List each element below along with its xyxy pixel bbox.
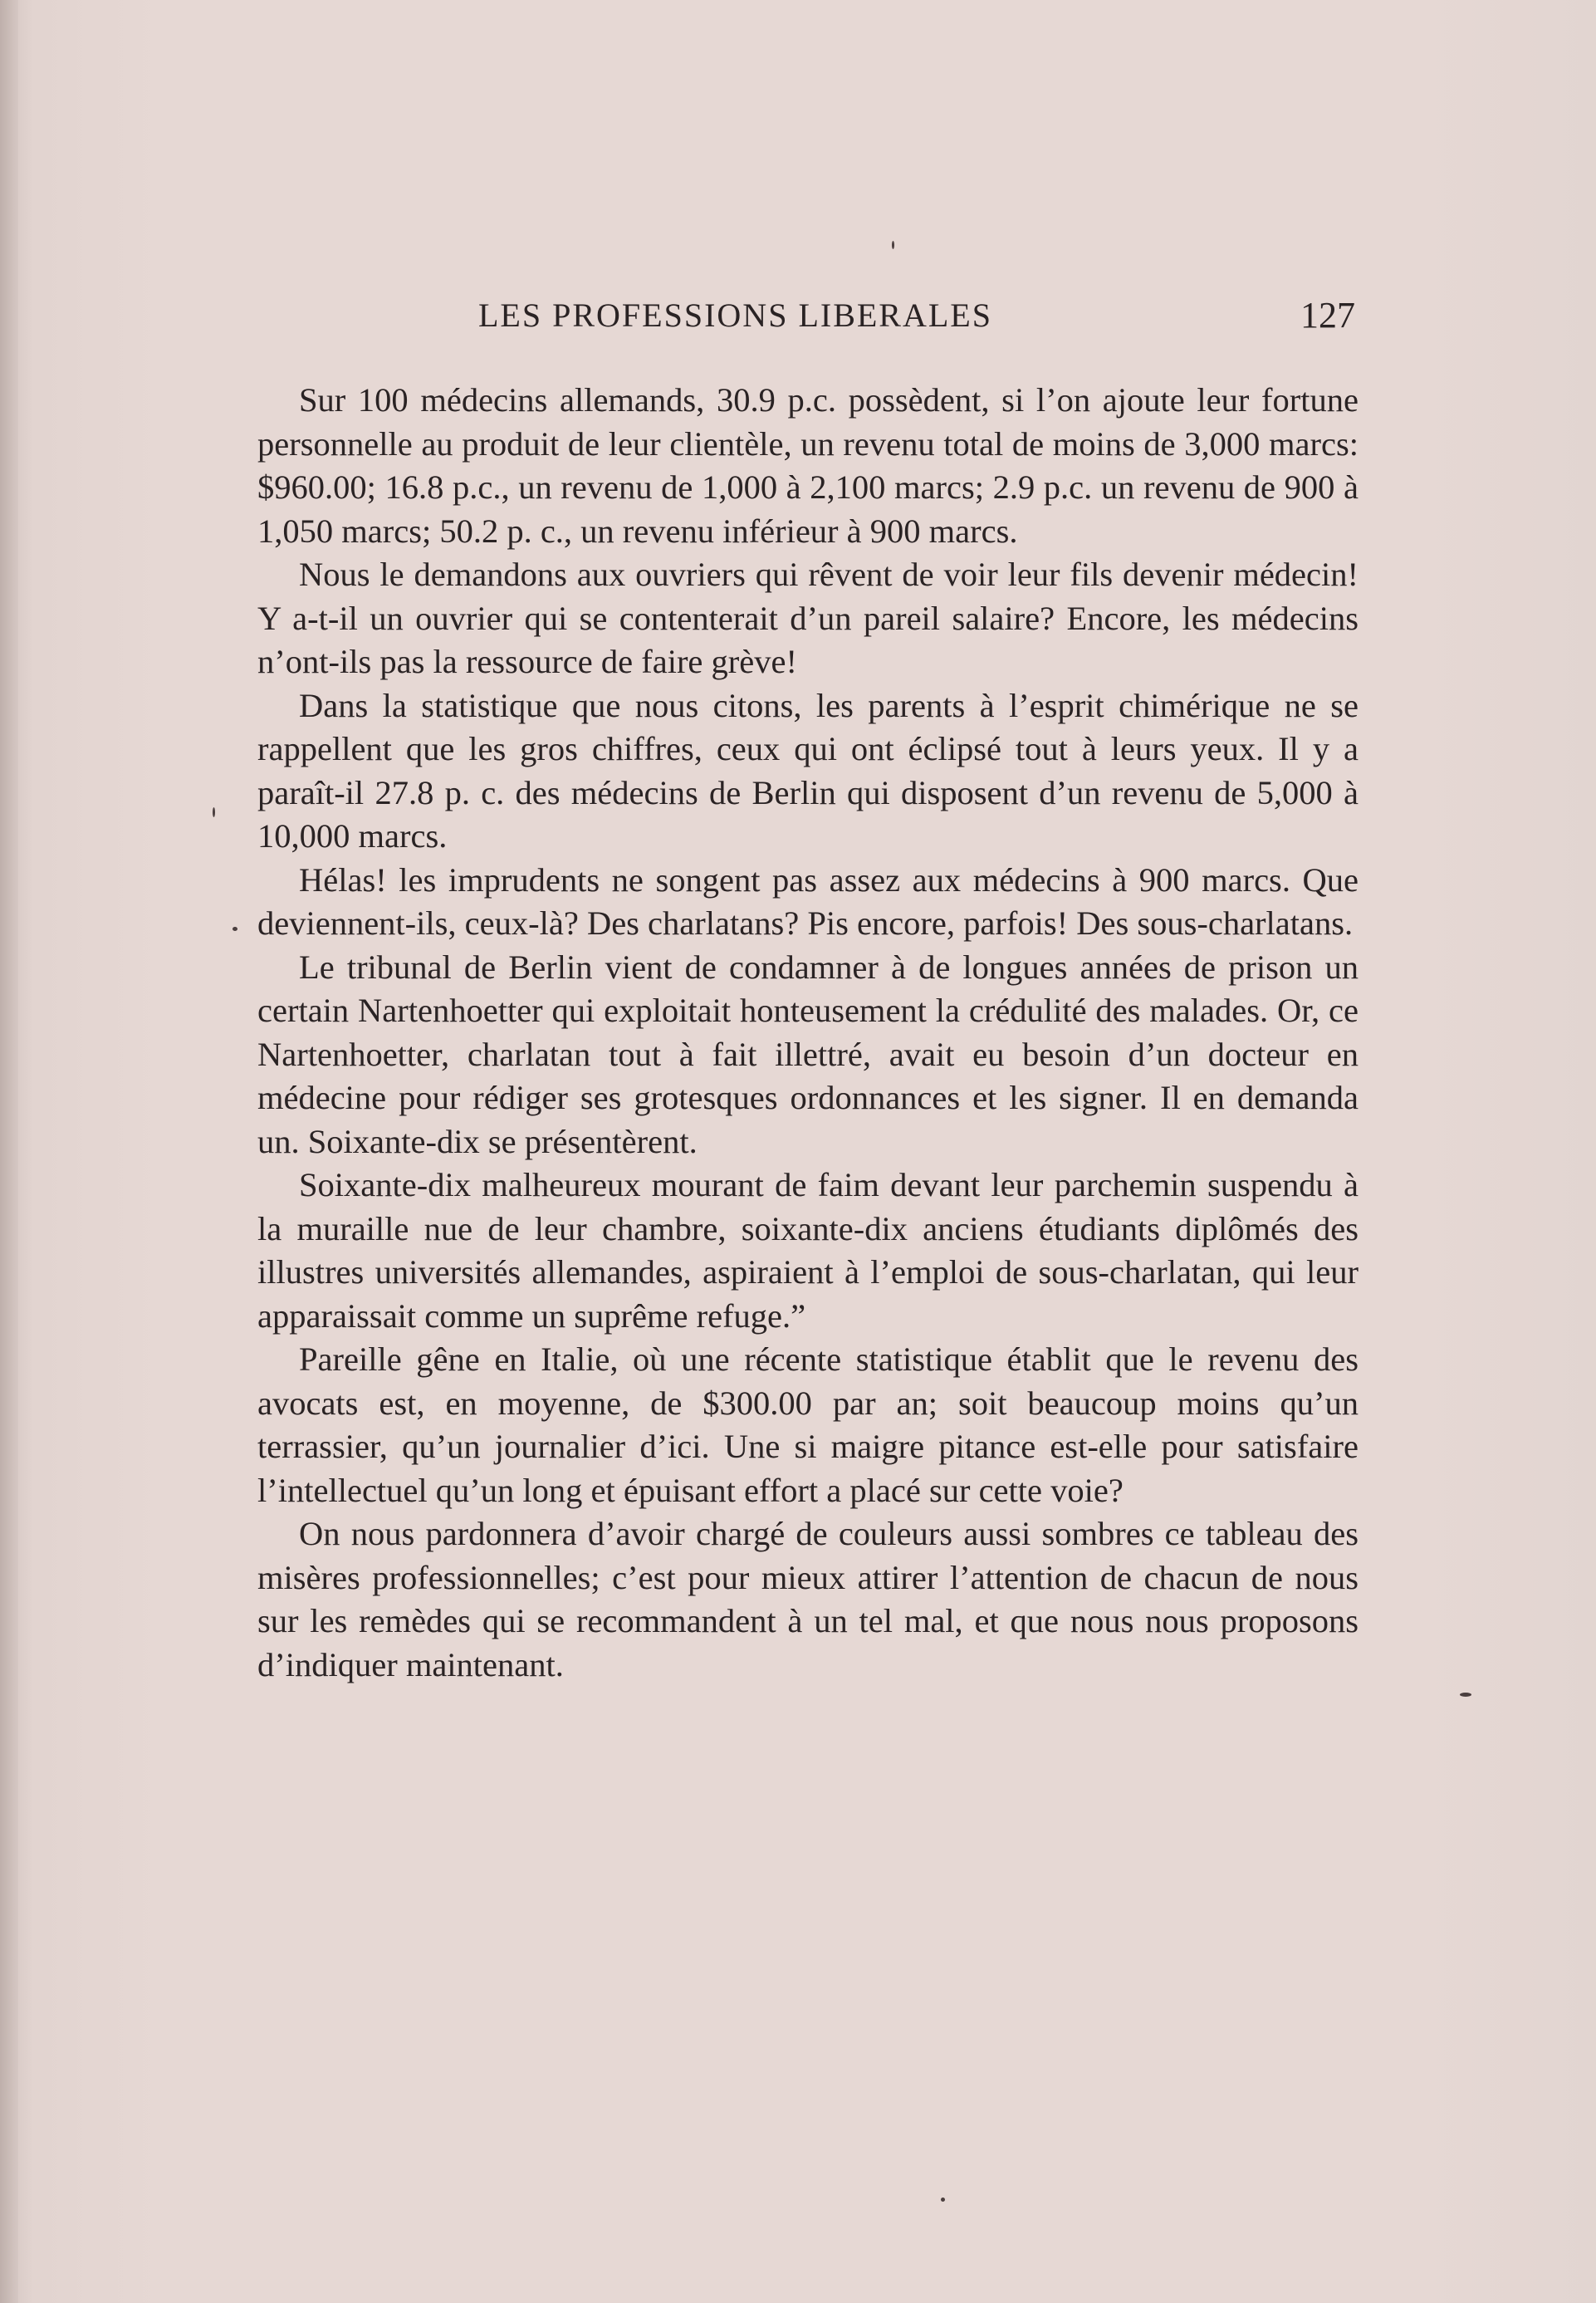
ink-speck	[892, 241, 894, 249]
paragraph: Dans la statistique que nous citons, les parents à l’esprit chimérique ne se rappellent que les gros chiffres, ceux qui ont éclipsé tout à leurs yeux. Il y a paraît-il 27.8 p. c. des médecins de Berlin qui disposent d’un revenu de 5,000 à 10,000 marcs.	[257, 686, 1359, 855]
paragraph: Sur 100 médecins allemands, 30.9 p.c. possèdent, si l’on ajoute leur fortune personnelle au produit de leur clientèle, un revenu total de moins de 3,000 marcs: $960.00; 16.8 p.c., un revenu de 1,000 à 2,100 marcs; 2.9 p.c. un revenu de 900 à 1,050 marcs; 50.2 p. c., un revenu inférieur à 900 marcs.	[257, 381, 1359, 550]
paragraph: Pareille gêne en Italie, où une récente statistique établit que le revenu des avocats est, en moyenne, de $300.00 par an; soit beaucoup moins qu’un terrassier, qu’un journalier d’ici. Une si maigre pitance est-elle pour satisfaire l’intellectuel qu’un long et épuisant effort a placé sur cette voie?	[257, 1340, 1359, 1509]
paragraph: Soixante-dix malheureux mourant de faim devant leur parchemin suspendu à la muraille nue de leur chambre, soixante-dix anciens étudiants diplômés des illustres universités allemandes, aspiraient à l’emploi de sous-charlatan, qui leur apparaissait comme un suprême refuge.”	[257, 1166, 1359, 1335]
running-title: LES PROFESSIONS LIBERALES	[478, 296, 992, 334]
paragraph: Nous le demandons aux ouvriers qui rêvent de voir leur fils devenir médecin! Y a-t-il un ouvrier qui se contenterait d’un pareil salaire? Encore, les médecins n’ont-ils pas la ressource de faire grève!	[257, 556, 1359, 680]
running-header	[478, 292, 1355, 339]
page-number: 127	[1300, 295, 1355, 336]
ink-speck	[213, 807, 215, 817]
ink-speck	[1460, 1693, 1471, 1697]
body-text	[257, 379, 1359, 1687]
ink-speck	[233, 927, 237, 931]
paragraph: Hélas! les imprudents ne songent pas assez aux médecins à 900 marcs. Que deviennent-ils, ceux-là? Des charlatans? Pis encore, parfois! Des sous-charlatans.	[257, 860, 1359, 942]
paragraph: Le tribunal de Berlin vient de condamner à de longues années de prison un certain Nartenhoetter qui exploitait honteusement la crédulité des malades. Or, ce Nartenhoetter, charlatan tout à fait illettré, avait eu besoin d’un docteur en médecine pour rédiger ses grotesques ordonnances et les signer. Il en demanda un. Soixante-dix se présentèrent.	[257, 948, 1359, 1160]
ink-speck	[941, 2198, 945, 2202]
page-binding-edge	[0, 0, 18, 2303]
paragraph: On nous pardonnera d’avoir chargé de couleurs aussi sombres ce tableau des misères professionnelles; c’est pour mieux attirer l’attention de chacun de nous sur les remèdes qui se recommandent à un tel mal, et que nous nous proposons d’indiquer maintenant.	[257, 1515, 1359, 1683]
